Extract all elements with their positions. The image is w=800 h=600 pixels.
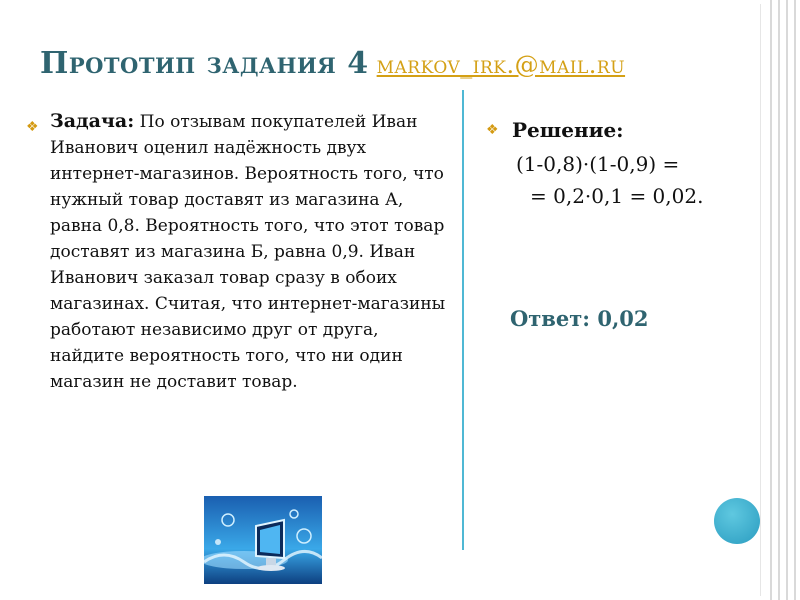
bullet-icon: ❖	[486, 122, 499, 138]
monitor-water-icon	[204, 496, 322, 584]
task-paragraph	[50, 108, 446, 395]
task-block	[26, 108, 446, 395]
bullet-icon: ❖	[26, 119, 39, 135]
title-main: Прототип задания 4	[40, 46, 369, 81]
right-decorative-bar	[766, 0, 800, 600]
column-divider	[462, 90, 464, 550]
slide-title	[40, 46, 740, 81]
solution-block	[486, 116, 756, 212]
decor-line	[778, 0, 780, 600]
solution-line-2: = 0,2·0,1 = 0,02.	[530, 184, 704, 208]
task-label: Задача:	[50, 110, 135, 132]
decorative-circle	[714, 498, 760, 544]
monitor-water-picture	[204, 496, 322, 584]
solution-line-1: (1-0,8)·(1-0,9) =	[516, 152, 680, 176]
decor-line	[770, 0, 772, 600]
solution-heading: Решение:	[512, 118, 624, 142]
task-text: По отзывам покупателей Иван Иванович оценил надёжность двух интернет-магазинов. Вероятность того, что нужный товар доставят из магазина А, равна 0,8. Вероятность того, что этот товар доставят из магазина Б, равна 0,9. Иван Иванович заказал товар сразу в обоих магазинах. Считая, что интернет-магазины работают независимо друг от друга, найдите вероятность того, что ни один магазин не доставит товар.	[50, 112, 446, 392]
decor-line	[794, 0, 796, 600]
answer-text: Ответ: 0,02	[510, 306, 649, 331]
title-email-link[interactable]: markov_irk.@mail.ru	[376, 51, 626, 79]
decor-line	[786, 0, 788, 600]
